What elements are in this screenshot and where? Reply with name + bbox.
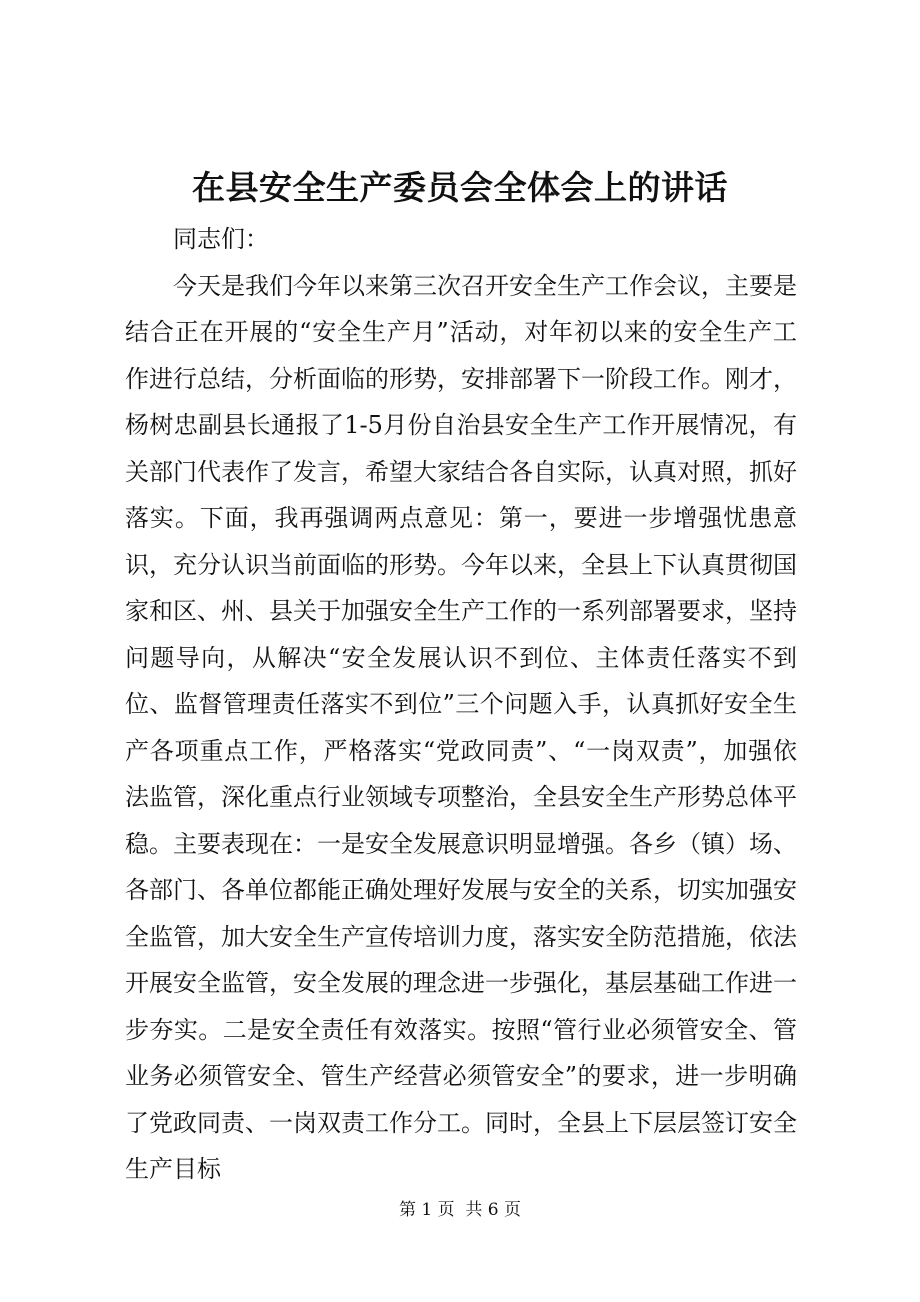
- greeting-line: 同志们：: [173, 225, 269, 253]
- document-body: [125, 216, 797, 1193]
- document-title: 在县安全生产委员会全体会上的讲话: [192, 168, 728, 207]
- page-number-label: 第 1 页 共 6 页: [398, 1200, 522, 1220]
- body-paragraph: 今天是我们今年以来第三次召开安全生产工作会议，主要是结合正在开展的“安全生产月”活动，对年初以来的安全生产工作进行总结，分析面临的形势，安排部署下一阶段工作。刚才，杨树忠副县长通报了1-5月份自治县安全生产工作开展情况，有关部门代表作了发言，希望大家结合各自实际，认真对照，抓好落实。下面，我再强调两点意见：第一，要进一步增强忧患意识，充分认识当前面临的形势。今年以来，全县上下认真贯彻国家和区、州、县关于加强安全生产工作的一系列部署要求，坚持问题导向，从解决“安全发展认识不到位、主体责任落实不到位、监督管理责任落实不到位”三个问题入手，认真抓好安全生产各项重点工作，严格落实“党政同责”、“一岗双责”，加强依法监管，深化重点行业领域专项整治，全县安全生产形势总体平稳。主要表现在：一是安全发展意识明显增强。各乡（镇）场、各部门、各单位都能正确处理好发展与安全的关系，切实加强安全监管，加大安全生产宣传培训力度，落实安全防范措施，依法开展安全监管，安全发展的理念进一步强化，基层基础工作进一步夯实。二是安全责任有效落实。按照“管行业必须管安全、管业务必须管安全、管生产经营必须管安全”的要求，进一步明确了党政同责、一岗双责工作分工。同时，全县上下层层签订安全生产目标: [125, 271, 797, 1183]
- page-footer: [0, 1198, 920, 1222]
